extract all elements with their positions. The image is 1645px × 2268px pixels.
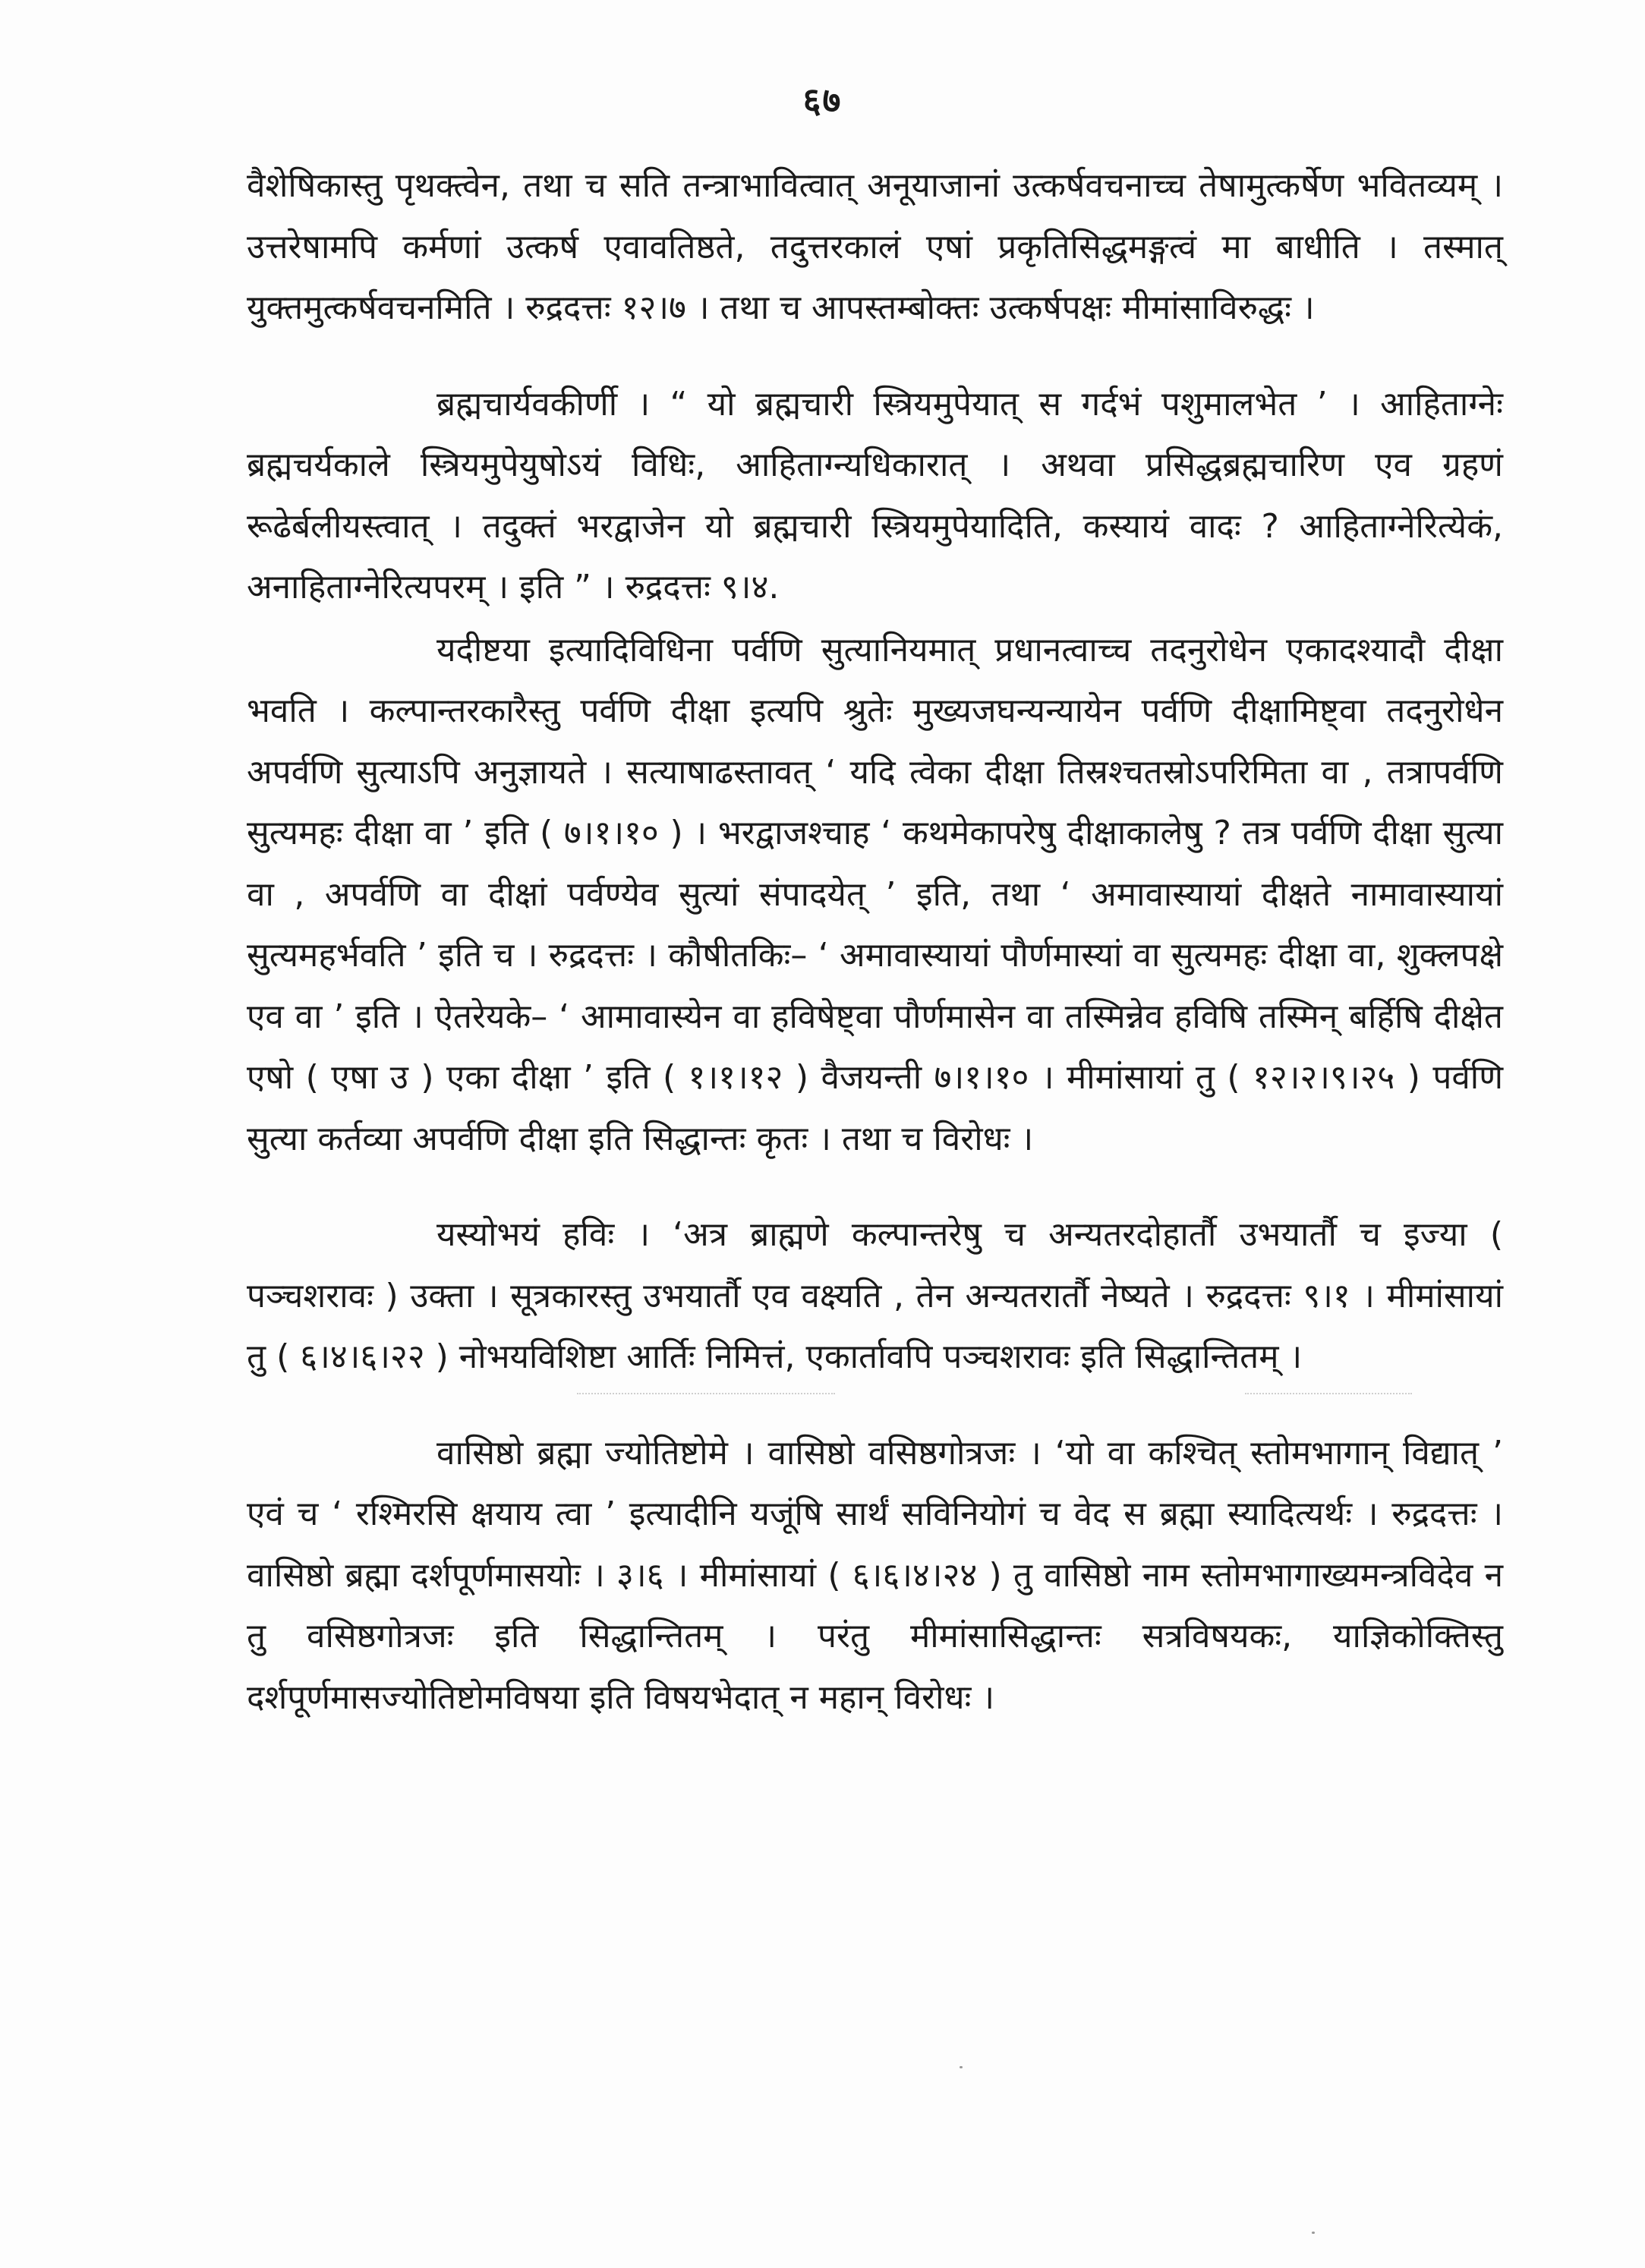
paragraph-2: ब्रह्मचार्यवकीर्णी । “ यो ब्रह्मचारी स्त्रियमुपेयात् स गर्दभं पशुमालभेत ’ । आहिताग्नेः ब्रह्मचर्यकाले स्त्रियमुपेयुषोऽयं विधिः, आहिताग्न्यधिकारात् । अथवा प्रसिद्धब्रह्मचारिण एव ग्रहणं रूढेर्बलीयस्त्वात् । तदुक्तं भरद्वाजेन यो ब्रह्मचारी स्त्रियमुपेयादिति, कस्यायं वादः ? आहिताग्नेरित्येकं, अनाहिताग्नेरित्यपरम् । इति ” । रुद्रदत्तः ९।४. <box>247 384 1503 606</box>
print-speck <box>960 2066 963 2068</box>
body-text <box>247 156 1503 1728</box>
print-speck <box>1312 2232 1315 2234</box>
paragraph-3: यदीष्टया इत्यादिविधिना पर्वणि सुत्यानियमात् प्रधानत्वाच्च तदनुरोधेन एकादश्यादौ दीक्षा भवति । कल्पान्तरकारैस्तु पर्वणि दीक्षा इत्यपि श्रुतेः मुख्यजघन्यन्यायेन पर्वणि दीक्षामिष्ट्वा तदनुरोधेन अपर्वणि सुत्याऽपि अनुज्ञायते । सत्याषाढस्तावत् ‘ यदि त्वेका दीक्षा तिस्रश्चतस्रोऽपरिमिता वा , तत्रापर्वणि सुत्यमहः दीक्षा वा ’ इति ( ७।१।१० ) । भरद्वाजश्चाह ‘ कथमेकापरेषु दीक्षाकालेषु ? तत्र पर्वणि दीक्षा सुत्या वा , अपर्वणि वा दीक्षां पर्वण्येव सुत्यां संपादयेत् ’ इति, तथा ‘ अमावास्यायां दीक्षते नामावास्यायां सुत्यमहर्भवति ’ इति च । रुद्रदत्तः । कौषीतकिः– ‘ अमावास्यायां पौर्णमास्यां वा सुत्यमहः दीक्षा वा, शुक्लपक्षे एव वा ’ इति । ऐतरेयके– ‘ आमावास्येन वा हविषेष्ट्वा पौर्णमासेन वा तस्मिन्नेव हविषि तस्मिन् बर्हिषि दीक्षेत एषो ( एषा उ ) एका दीक्षा ’ इति ( १।१।१२ ) वैजयन्ती ७।१।१० । मीमांसायां तु ( १२।२।९।२५ ) पर्वणि सुत्या कर्तव्या अपर्वणि दीक्षा इति सिद्धान्तः कृतः । तथा च विरोधः । <box>247 630 1503 1158</box>
paragraph-5: वासिष्ठो ब्रह्मा ज्योतिष्टोमे । वासिष्ठो वसिष्ठगोत्रजः । ‘यो वा कश्चित् स्तोमभागान् विद्यात् ’ एवं च ‘ रश्मिरसि क्षयाय त्वा ’ इत्यादीनि यजूंषि सार्थं सविनियोगं च वेद स ब्रह्मा स्यादित्यर्थः । रुद्रदत्तः । वासिष्ठो ब्रह्मा दर्शपूर्णमासयोः । ३।६ । मीमांसायां ( ६।६।४।२४ ) तु वासिष्ठो नाम स्तोमभागाख्यमन्त्रविदेव न तु वसिष्ठगोत्रजः इति सिद्धान्तितम् । परंतु मीमांसासिद्धान्तः सत्रविषयकः, याज्ञिकोक्तिस्तु दर्शपूर्णमासज्योतिष्टोमविषया इति विषयभेदात् न महान् विरोधः । <box>247 1433 1503 1717</box>
faint-print-mark <box>577 1393 835 1396</box>
faint-print-mark <box>1245 1393 1412 1396</box>
paragraph-1: वैशेषिकास्तु पृथक्त्वेन, तथा च सति तन्त्राभावित्वात् अनूयाजानां उत्कर्षवचनाच्च तेषामुत्कर्षेण भवितव्यम् । उत्तरेषामपि कर्मणां उत्कर्ष एवावतिष्ठते, तदुत्तरकालं एषां प्रकृतिसिद्धमङ्गत्वं मा बाधीति । तस्मात् युक्तमुत्कर्षवचनमिति । रुद्रदत्तः १२।७ । तथा च आपस्तम्बोक्तः उत्कर्षपक्षः मीमांसाविरुद्धः । <box>247 166 1503 327</box>
paragraph-4: यस्योभयं हविः । ‘अत्र ब्राह्मणे कल्पान्तरेषु च अन्यतरदोहार्तौ उभयार्तौ च इज्या ( पञ्चशरावः ) उक्ता । सूत्रकारस्तु उभयार्तौ एव वक्ष्यति , तेन अन्यतरार्तौ नेष्यते । रुद्रदत्तः ९।१ । मीमांसायां तु ( ६।४।६।२२ ) नोभयविशिष्टा आर्तिः निमित्तं, एकार्तावपि पञ्चशरावः इति सिद्धान्तितम् । <box>247 1215 1503 1376</box>
page-number: ६७ <box>802 80 843 121</box>
